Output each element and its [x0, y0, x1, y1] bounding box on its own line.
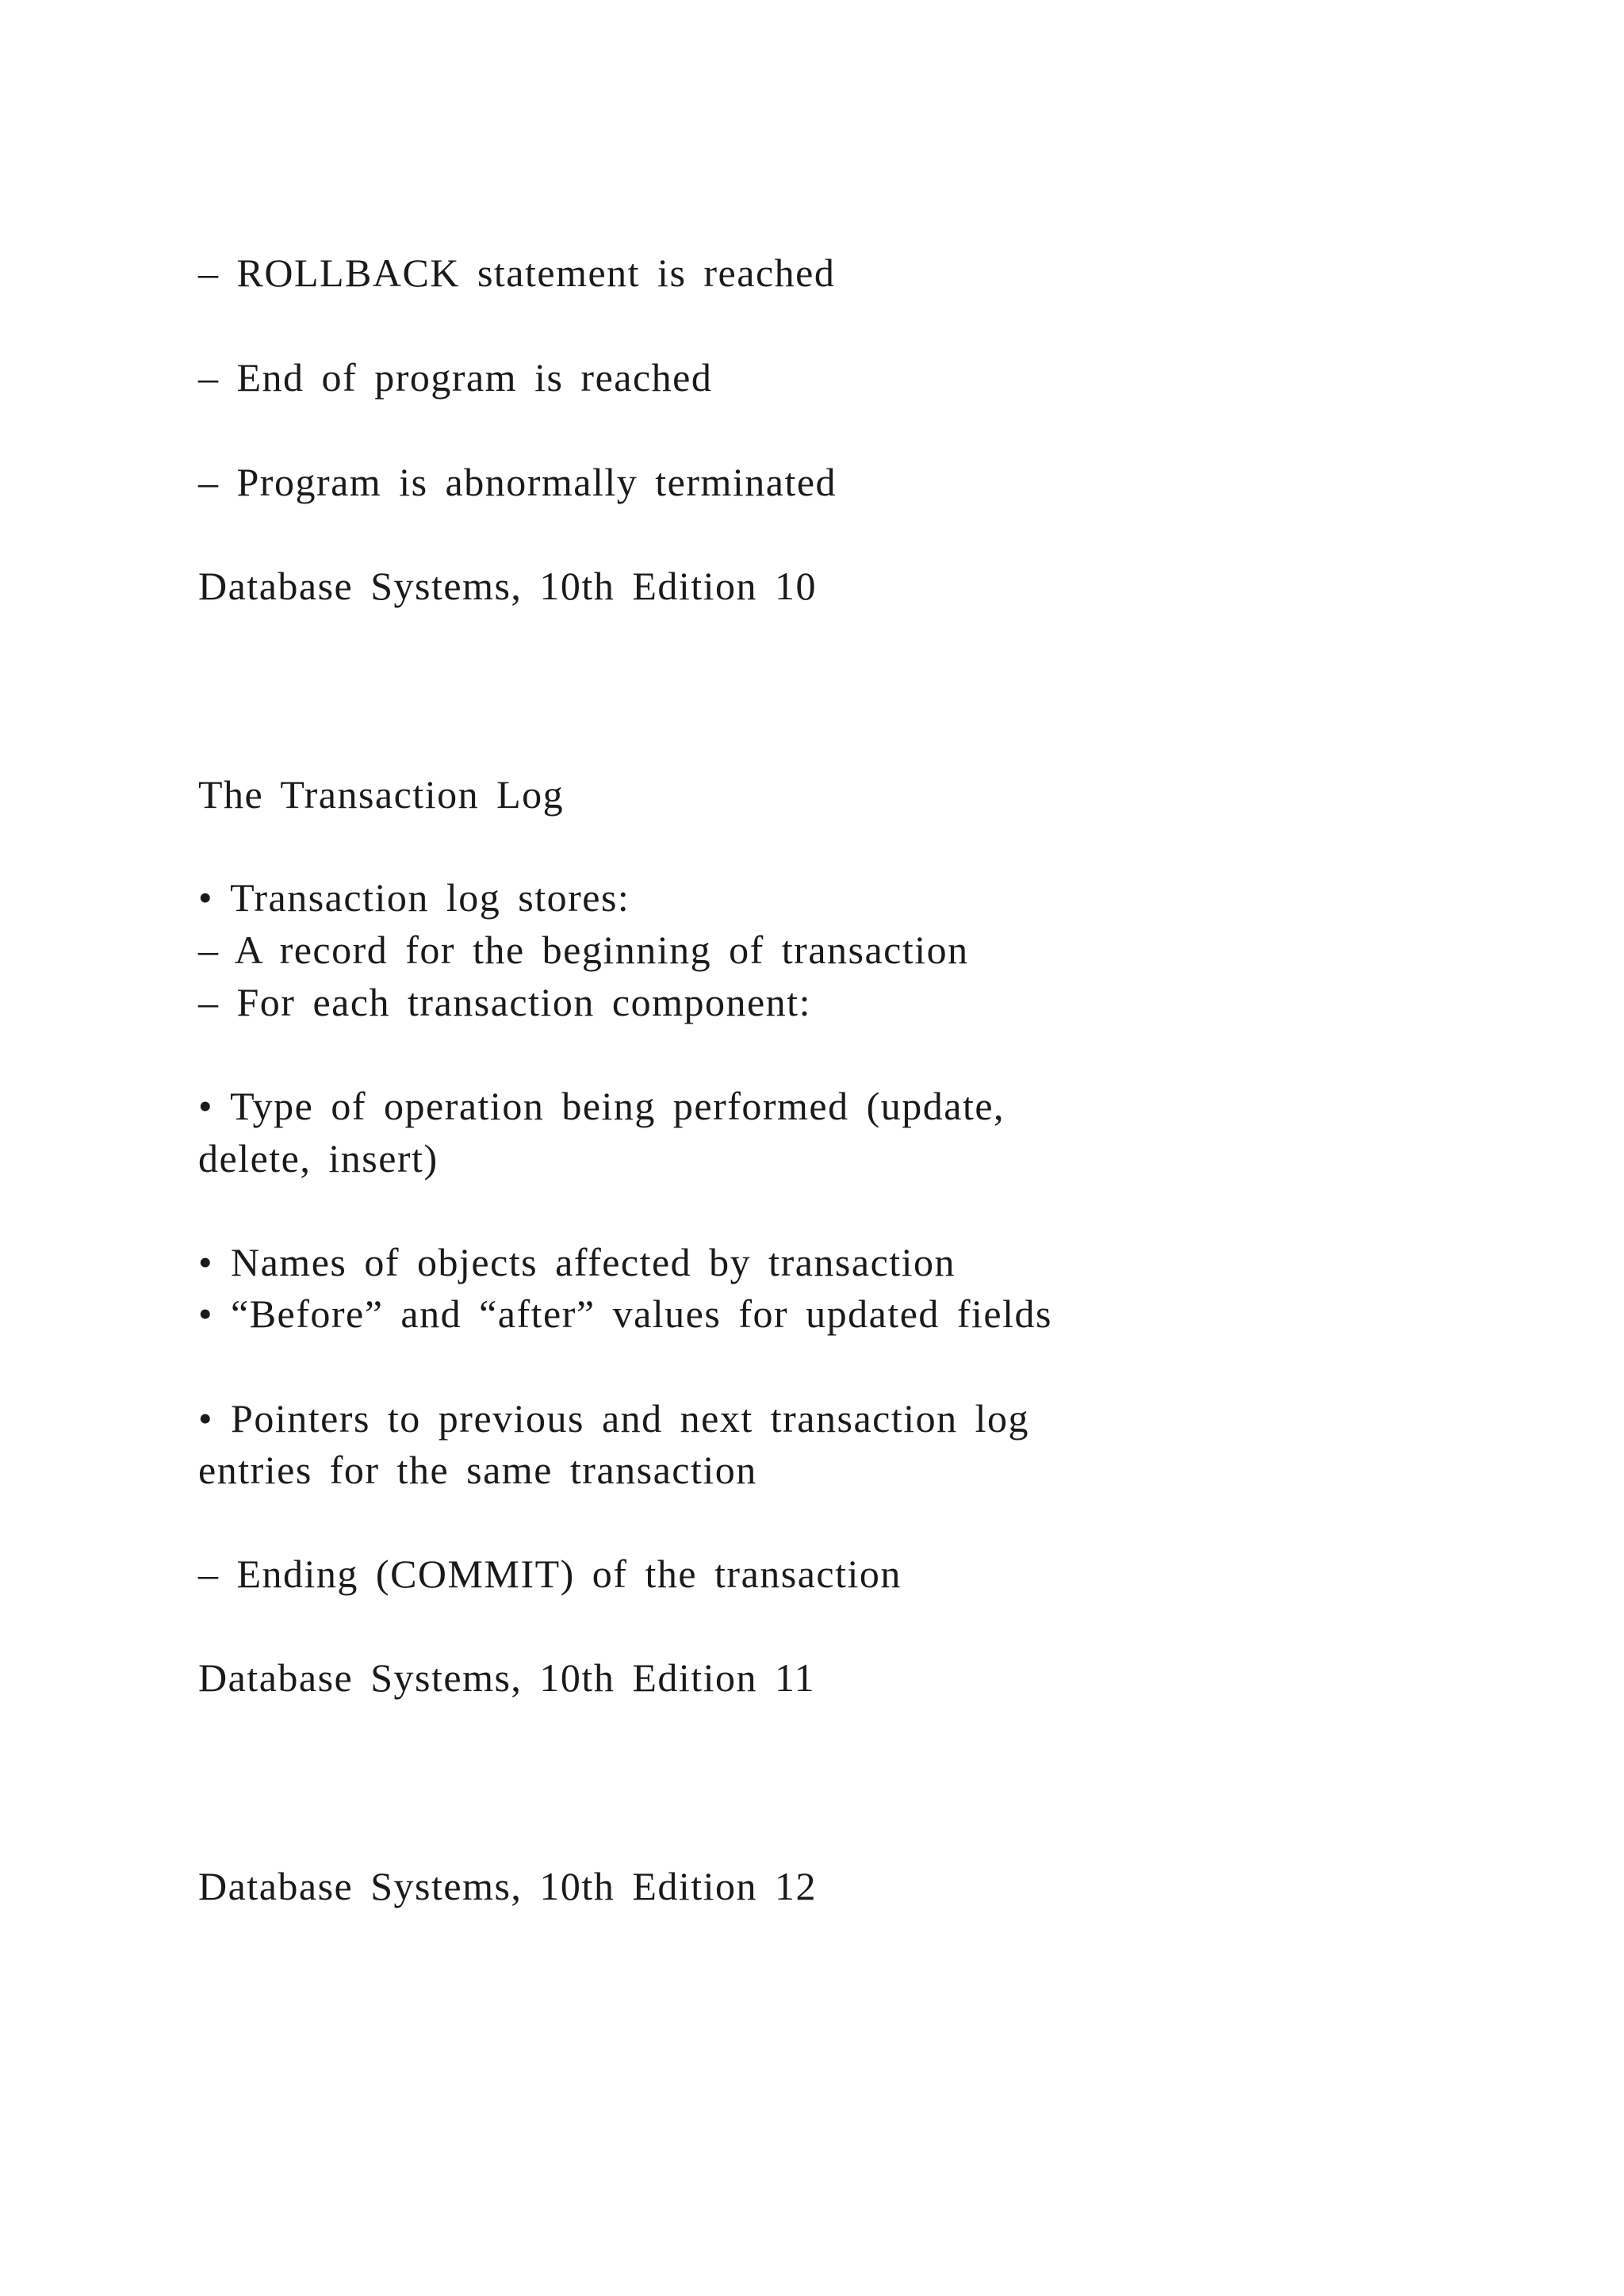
section-title: The Transaction Log [198, 772, 565, 817]
beginning-record-item: – A record for the beginning of transaction [198, 928, 969, 972]
end-of-program-item: – End of program is reached [198, 355, 713, 400]
page-footer-10: Database Systems, 10th Edition 10 [198, 564, 818, 608]
operation-type-bullet: • Type of operation being performed (update, [198, 1084, 1005, 1128]
abnormal-termination-item: – Program is abnormally terminated [198, 460, 837, 504]
page-footer-11: Database Systems, 10th Edition 11 [198, 1655, 816, 1700]
operation-type-continuation: delete, insert) [198, 1136, 439, 1181]
commit-item: – Ending (COMMIT) of the transaction [198, 1552, 902, 1596]
before-after-bullet: • “Before” and “after” values for updated fields [198, 1292, 1052, 1336]
component-item: – For each transaction component: [198, 980, 811, 1024]
page-footer-12: Database Systems, 10th Edition 12 [198, 1864, 818, 1908]
log-stores-bullet: • Transaction log stores: [198, 875, 630, 920]
pointers-continuation: entries for the same transaction [198, 1448, 757, 1492]
pointers-bullet: • Pointers to previous and next transaction log [198, 1396, 1030, 1441]
rollback-item: – ROLLBACK statement is reached [198, 251, 836, 295]
object-names-bullet: • Names of objects affected by transaction [198, 1240, 956, 1284]
